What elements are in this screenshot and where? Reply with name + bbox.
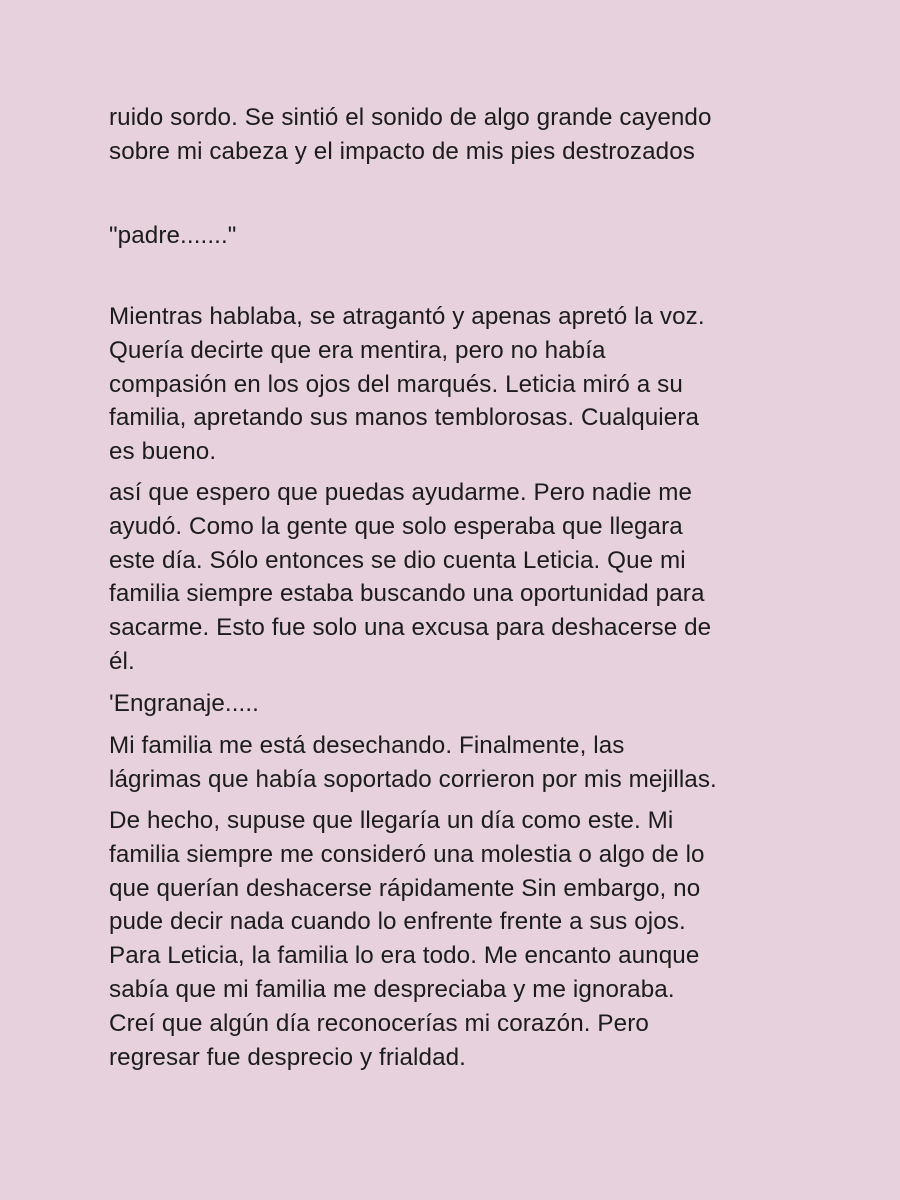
text-line: él. [109,648,135,675]
text-line: este día. Sólo entonces se dio cuenta Leticia. Que mi [109,547,686,574]
text-line: ruido sordo. Se sintió el sonido de algo grande cayendo [109,104,712,131]
text-line: familia, apretando sus manos temblorosas. Cualquiera [109,404,700,431]
text-line: lágrimas que había soportado corrieron por mis mejillas. [109,766,717,793]
text-line: compasión en los ojos del marqués. Leticia miró a su [109,371,683,398]
text-line: familia siempre me consideró una molestia o algo de lo [109,841,705,868]
text-line: sabía que mi familia me despreciaba y me ignoraba. [109,976,675,1003]
text-line: pude decir nada cuando lo enfrente frente a sus ojos. [109,908,686,935]
text-line: sacarme. Esto fue solo una excusa para deshacerse de [109,614,712,641]
text-line: ayudó. Como la gente que solo esperaba que llegara [109,513,683,540]
text-line: así que espero que puedas ayudarme. Pero nadie me [109,479,693,506]
text-line: Para Leticia, la familia lo era todo. Me encanto aunque [109,942,700,969]
text-line: De hecho, supuse que llegaría un día como este. Mi [109,807,674,834]
text-line: Mientras hablaba, se atragantó y apenas apretó la voz. [109,303,705,330]
text-line: es bueno. [109,438,217,465]
text-line: 'Engranaje..... [109,690,259,717]
text-line: "padre......." [109,222,237,249]
text-line: familia siempre estaba buscando una oportunidad para [109,580,705,607]
text-line: Creí que algún día reconocerías mi corazón. Pero [109,1010,649,1037]
text-line: que querían deshacerse rápidamente Sin embargo, no [109,875,701,902]
text-line: sobre mi cabeza y el impacto de mis pies destrozados [109,138,695,165]
text-line: regresar fue desprecio y frialdad. [109,1044,466,1071]
text-line: Quería decirte que era mentira, pero no había [109,337,606,364]
text-line: Mi familia me está desechando. Finalmente, las [109,732,625,759]
